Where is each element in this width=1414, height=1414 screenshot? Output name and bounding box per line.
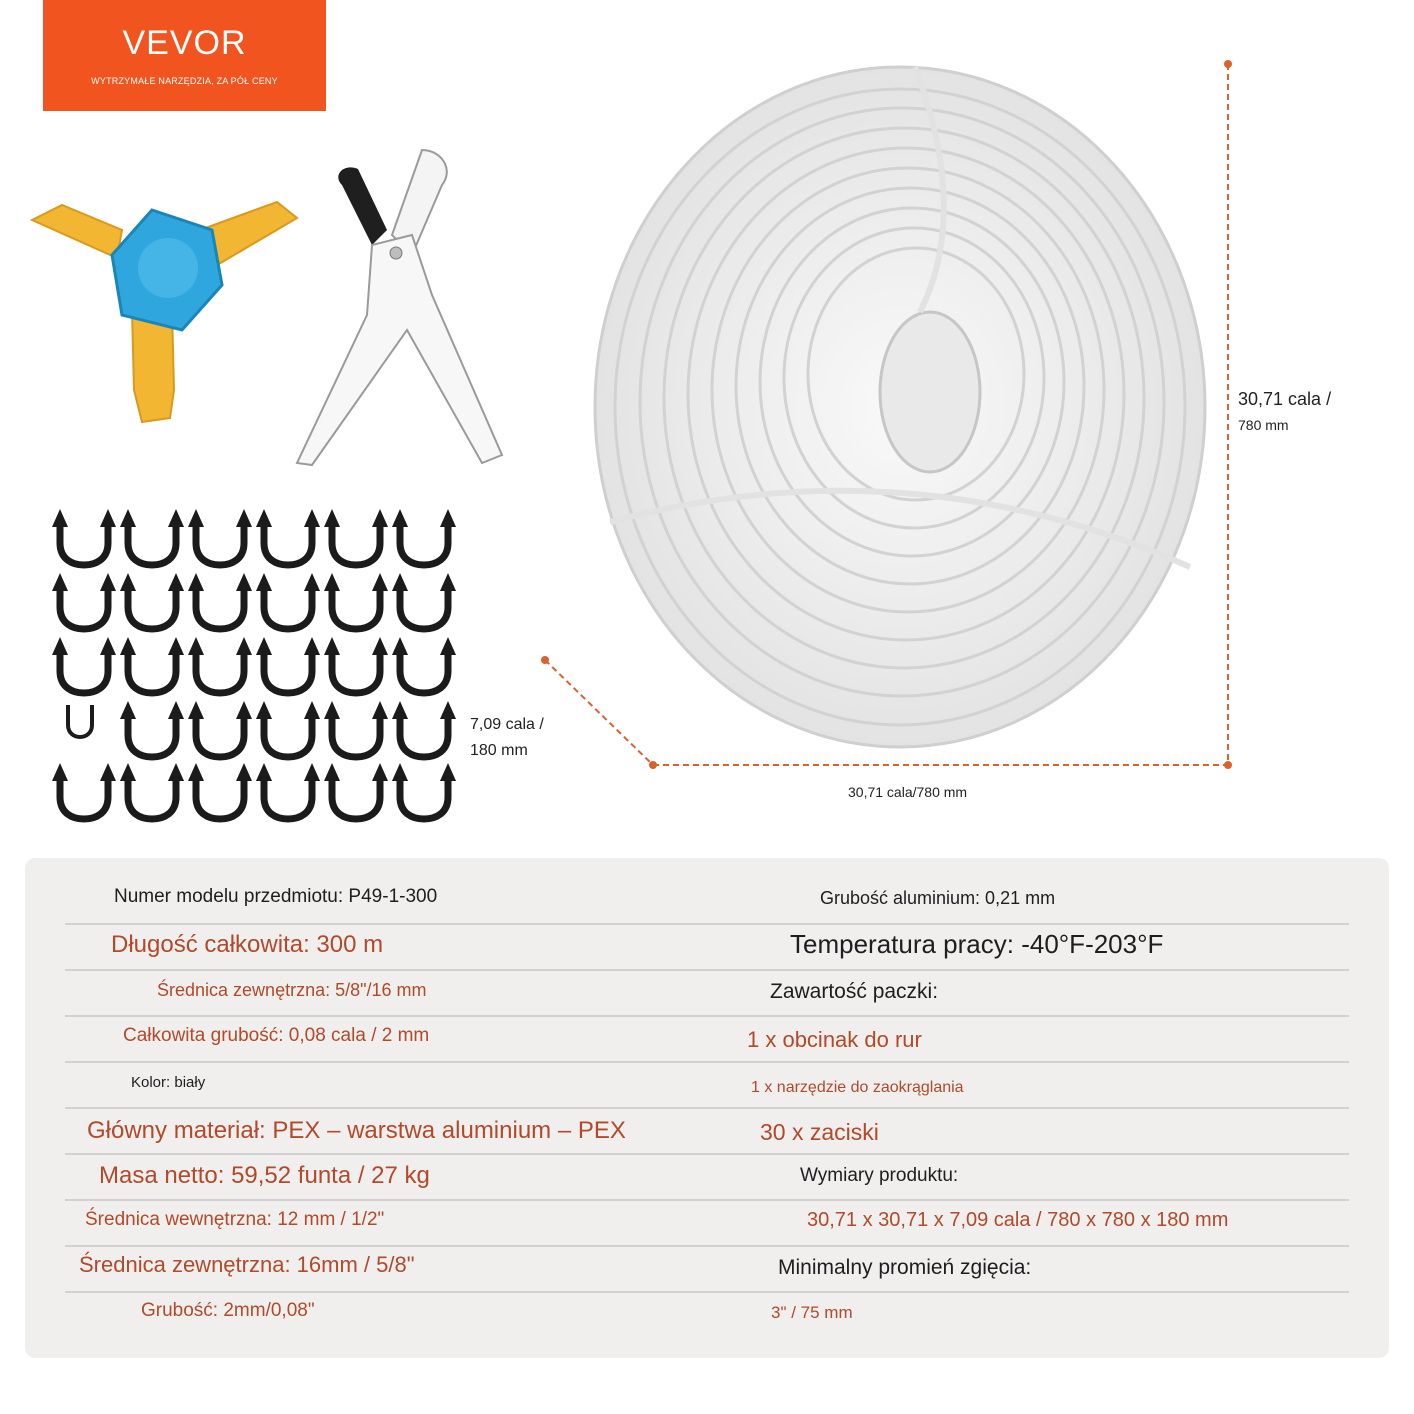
spec-outer-diameter: Średnica zewnętrzna: 5/8"/16 mm	[157, 980, 427, 1000]
spec-package-contents-heading: Zawartość paczki:	[770, 980, 939, 1003]
divider	[65, 1153, 1349, 1155]
depth-dimension-inches: 7,09 cala /	[470, 716, 544, 733]
spec-total-length: Długość całkowita: 300 m	[111, 931, 384, 958]
divider	[65, 969, 1349, 971]
spec-inner-diameter: Średnica wewnętrzna: 12 mm / 1/2"	[85, 1209, 385, 1230]
spec-package-cutter: 1 x obcinak do rur	[747, 1027, 922, 1052]
divider	[65, 1061, 1349, 1063]
divider	[65, 1291, 1349, 1293]
depth-dimension-mm: 180 mm	[470, 742, 528, 759]
spec-product-dimensions-heading: Wymiary produktu:	[800, 1165, 959, 1186]
depth-dimension-label	[470, 712, 544, 764]
spec-min-bend-radius-value: 3" / 75 mm	[771, 1303, 853, 1322]
spec-package-clips: 30 x zaciski	[760, 1119, 879, 1145]
spec-thickness: Grubość: 2mm/0,08"	[141, 1300, 315, 1321]
spec-color: Kolor: biały	[131, 1074, 206, 1091]
width-dimension-label: 30,71 cala/780 mm	[848, 784, 968, 800]
divider	[65, 1015, 1349, 1017]
spec-aluminium-thickness: Grubość aluminium: 0,21 mm	[820, 888, 1056, 908]
spec-operating-temperature: Temperatura pracy: -40°F-203°F	[790, 929, 1164, 959]
height-dimension-inches: 30,71 cala /	[1238, 389, 1332, 409]
spec-outer-diameter-2: Średnica zewnętrzna: 16mm / 5/8"	[79, 1252, 415, 1277]
spec-model-number: Numer modelu przedmiotu: P49-1-300	[114, 886, 438, 907]
brand-name: VEVOR	[122, 24, 247, 62]
specifications-panel	[25, 858, 1389, 1358]
spec-total-thickness: Całkowita grubość: 0,08 cala / 2 mm	[123, 1025, 430, 1046]
spec-main-material: Główny materiał: PEX – warstwa aluminium – PEX	[87, 1117, 626, 1144]
brand-tagline: WYTRZYMAŁE NARZĘDZIA, ZA PÓŁ CENY	[91, 76, 278, 86]
divider	[65, 1245, 1349, 1247]
height-dimension-mm: 780 mm	[1238, 417, 1289, 433]
spec-min-bend-radius-heading: Minimalny promień zgięcia:	[778, 1256, 1032, 1279]
spec-net-weight: Masa netto: 59,52 funta / 27 kg	[99, 1162, 430, 1189]
divider	[65, 923, 1349, 925]
spec-package-reamer: 1 x narzędzie do zaokrąglania	[751, 1079, 964, 1096]
divider	[65, 1199, 1349, 1201]
height-dimension-label	[1238, 386, 1331, 438]
divider	[65, 1107, 1349, 1109]
spec-product-dimensions-value: 30,71 x 30,71 x 7,09 cala / 780 x 780 x 180 mm	[807, 1209, 1229, 1231]
